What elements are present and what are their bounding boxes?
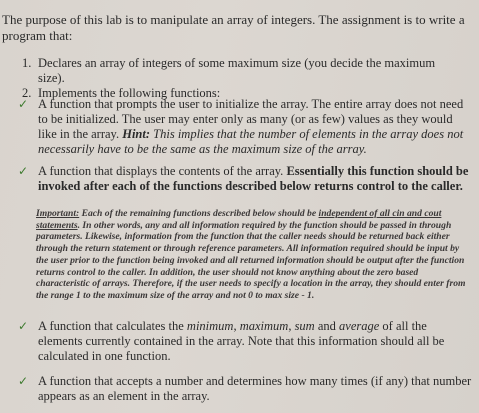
display-description: A function that displays the contents of the array. (38, 164, 287, 178)
check-icon: ✓ (18, 164, 29, 178)
list-number: 1. (22, 56, 32, 70)
hint-label: Hint: (122, 127, 151, 141)
stats-maximum: maximum (239, 319, 289, 333)
intro-line-2: program that: (2, 28, 73, 43)
check-item-statistics (18, 319, 473, 364)
check-item-display (18, 164, 473, 194)
check-item-count (18, 374, 473, 404)
list-text: Implements the following functions: (38, 86, 221, 100)
list-item (22, 56, 462, 86)
check-icon: ✓ (18, 374, 29, 388)
stats-text-b: of all the elements currently contained in the array. Note that this information should all be calculated in one function. (38, 319, 445, 363)
check-item-text: A function that accepts a number and determines how many times (if any) that number appears as an element in the array. (38, 374, 472, 403)
display-bold-note: Essentially this function should be invoked after each of the functions described below returns control to the caller. (38, 164, 469, 193)
important-label: Important: (36, 208, 80, 219)
important-part-1: Each of the remaining functions described below should be (79, 208, 319, 219)
stats-sep: , (288, 319, 295, 333)
list-text: Declares an array of integers of some maximum size (you decide the maximum size). (38, 56, 436, 85)
check-item-text (38, 164, 473, 194)
check-icon: ✓ (18, 97, 29, 111)
important-part-2: . In other words, any and all information required by the function should be passed in through parameters. Likewise, information from the function that the caller needs should be returned back either through the return statement or through reference parameters. All information required should be input by the user prior to the function being invoked and all returned information should be output after the function returns control to the caller. In addition, the user should not know anything about the zero based characteristic of arrays. Therefore, if the user needs to specify a location in the array, they should enter from the range 1 to the maximum size of the array and not 0 to max size - 1. (36, 219, 466, 301)
hint-text: This implies that the number of elements in the array does not necessarily have to be the same as the maximum size of the array. (38, 127, 464, 156)
list-number: 2. (22, 86, 32, 100)
check-item-initialize (18, 97, 473, 157)
check-icon: ✓ (18, 319, 29, 333)
check-item-text (38, 97, 473, 157)
initialize-description: A function that prompts the user to initialize the array. The entire array does not need to be initialized. The user may enter only as many (or as few) values as they would like in the array. (38, 97, 464, 141)
important-underlined: independent of all cin and cout statements (36, 208, 442, 231)
intro-paragraph (2, 12, 472, 44)
stats-sep: and (314, 319, 340, 333)
stats-average: average (339, 319, 380, 333)
important-note (36, 208, 466, 302)
numbered-list (22, 56, 462, 101)
stats-sum: sum (294, 319, 315, 333)
stats-text-a: A function that calculates the (38, 319, 187, 333)
stats-minimum: minimum (186, 319, 234, 333)
intro-line-1: The purpose of this lab is to manipulate an array of integers. The assignment is to write a (2, 12, 465, 27)
check-item-text (38, 319, 473, 364)
stats-sep: , (233, 319, 240, 333)
